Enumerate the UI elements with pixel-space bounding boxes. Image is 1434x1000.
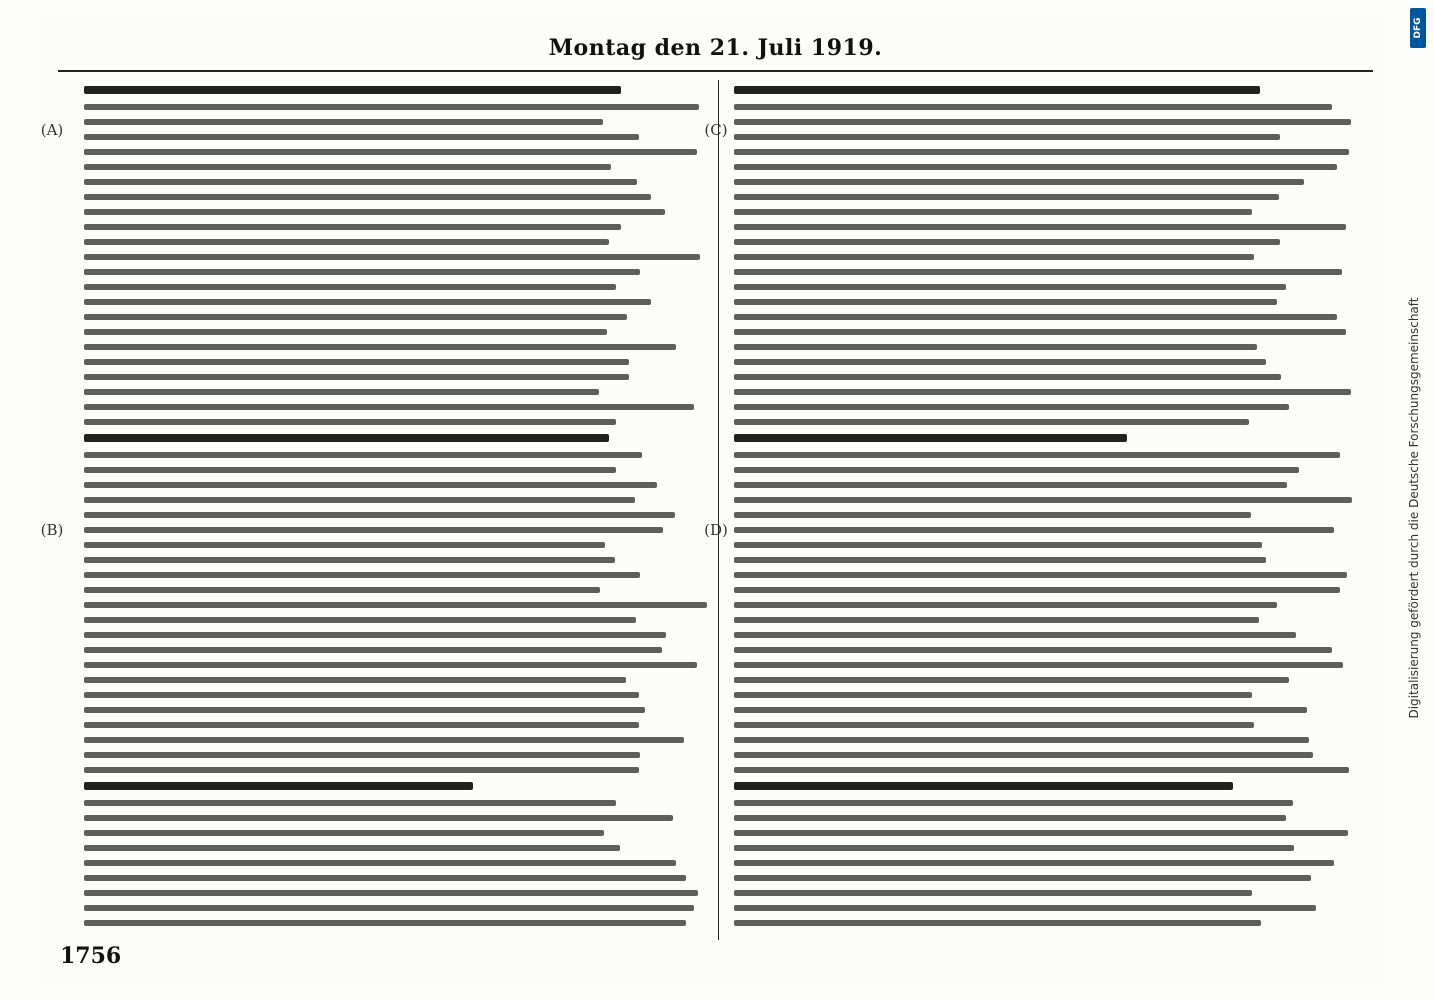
margin-marker-a: (A) (40, 121, 64, 139)
text-line (734, 722, 1254, 728)
text-line (734, 329, 1346, 335)
section-heading-line (734, 86, 1260, 94)
text-line (734, 662, 1343, 668)
column-divider (718, 80, 719, 940)
text-line (734, 617, 1259, 623)
text-line (84, 299, 651, 305)
text-line (84, 602, 707, 608)
margin-marker-c: (C) (704, 121, 728, 139)
margin-marker-d: (D) (704, 521, 728, 539)
text-line (734, 830, 1348, 836)
text-line (84, 389, 599, 395)
text-line (84, 452, 642, 458)
text-line (84, 419, 616, 425)
text-line (84, 149, 697, 155)
text-line (734, 209, 1252, 215)
text-line (734, 119, 1351, 125)
text-line (84, 722, 639, 728)
text-line (734, 920, 1261, 926)
text-line (84, 239, 609, 245)
section-heading-line (734, 782, 1233, 790)
text-line (84, 920, 686, 926)
left-column (84, 80, 708, 940)
header-title: Montag den 21. Juli 1919. (548, 35, 883, 61)
text-line (84, 284, 616, 290)
text-line (84, 224, 621, 230)
text-line (84, 512, 675, 518)
text-line (84, 344, 676, 350)
text-line (84, 104, 699, 110)
text-line (734, 239, 1280, 245)
text-line (734, 572, 1347, 578)
text-line (84, 209, 665, 215)
text-line (734, 149, 1349, 155)
text-line (734, 452, 1340, 458)
text-line (84, 164, 611, 170)
text-line (84, 314, 627, 320)
text-line (84, 587, 600, 593)
dfg-badge-label: DFG (1413, 17, 1423, 39)
text-line (734, 845, 1294, 851)
text-line (734, 587, 1340, 593)
text-line (84, 557, 615, 563)
credit-text: Digitalisierung gefördert durch die Deutsche Forschungsgemeinschaft (1407, 297, 1421, 719)
text-line (84, 119, 603, 125)
text-line (734, 314, 1337, 320)
text-line (84, 269, 640, 275)
text-line (84, 404, 694, 410)
text-line (84, 737, 684, 743)
text-line (84, 767, 639, 773)
text-line (84, 572, 640, 578)
dfg-logo (1410, 8, 1426, 48)
text-line (84, 905, 694, 911)
text-line (84, 830, 604, 836)
text-line (734, 164, 1337, 170)
text-line (734, 389, 1351, 395)
text-line (734, 815, 1286, 821)
text-line (734, 692, 1252, 698)
text-line (734, 875, 1311, 881)
text-line (734, 134, 1280, 140)
text-line (84, 482, 657, 488)
text-line (734, 707, 1307, 713)
text-line (734, 752, 1313, 758)
text-line (734, 800, 1293, 806)
text-line (734, 194, 1279, 200)
text-line (734, 557, 1266, 563)
section-heading-line (84, 782, 473, 790)
text-line (734, 254, 1254, 260)
text-line (734, 890, 1252, 896)
text-line (734, 224, 1346, 230)
text-line (84, 845, 620, 851)
text-line (734, 497, 1352, 503)
text-line (84, 497, 635, 503)
text-line (734, 359, 1266, 365)
text-line (734, 467, 1299, 473)
section-heading-line (84, 86, 621, 94)
text-line (734, 512, 1251, 518)
text-line (734, 299, 1277, 305)
text-line (734, 542, 1262, 548)
text-line (734, 374, 1281, 380)
text-line (734, 104, 1332, 110)
text-line (84, 692, 639, 698)
text-line (84, 527, 663, 533)
text-line (734, 419, 1249, 425)
text-line (734, 905, 1316, 911)
text-line (84, 374, 629, 380)
text-line (734, 737, 1309, 743)
text-line (734, 767, 1349, 773)
text-line (734, 404, 1289, 410)
text-line (84, 815, 673, 821)
text-line (734, 269, 1342, 275)
text-line (84, 542, 605, 548)
text-line (84, 179, 637, 185)
digitization-credit (1400, 8, 1428, 992)
text-line (734, 677, 1289, 683)
text-line (84, 194, 651, 200)
section-heading-line (734, 434, 1127, 442)
text-line (734, 344, 1257, 350)
text-line (734, 647, 1332, 653)
text-line (84, 134, 639, 140)
page-number: 1756 (60, 943, 122, 969)
text-line (734, 632, 1296, 638)
text-line (734, 284, 1286, 290)
text-line (734, 482, 1287, 488)
text-line (84, 890, 698, 896)
running-header (58, 30, 1373, 72)
right-column (734, 80, 1358, 940)
text-line (734, 860, 1334, 866)
text-line (84, 707, 645, 713)
text-line (84, 467, 616, 473)
text-line (84, 875, 686, 881)
text-line (84, 752, 640, 758)
text-line (84, 632, 666, 638)
text-line (734, 527, 1334, 533)
section-heading-line (84, 434, 609, 442)
text-line (734, 602, 1277, 608)
text-line (734, 179, 1304, 185)
text-line (84, 254, 700, 260)
text-line (84, 359, 629, 365)
text-line (84, 617, 636, 623)
text-line (84, 800, 616, 806)
text-line (84, 677, 626, 683)
margin-marker-b: (B) (40, 521, 64, 539)
text-line (84, 329, 607, 335)
text-line (84, 647, 662, 653)
text-line (84, 860, 676, 866)
text-line (84, 662, 697, 668)
